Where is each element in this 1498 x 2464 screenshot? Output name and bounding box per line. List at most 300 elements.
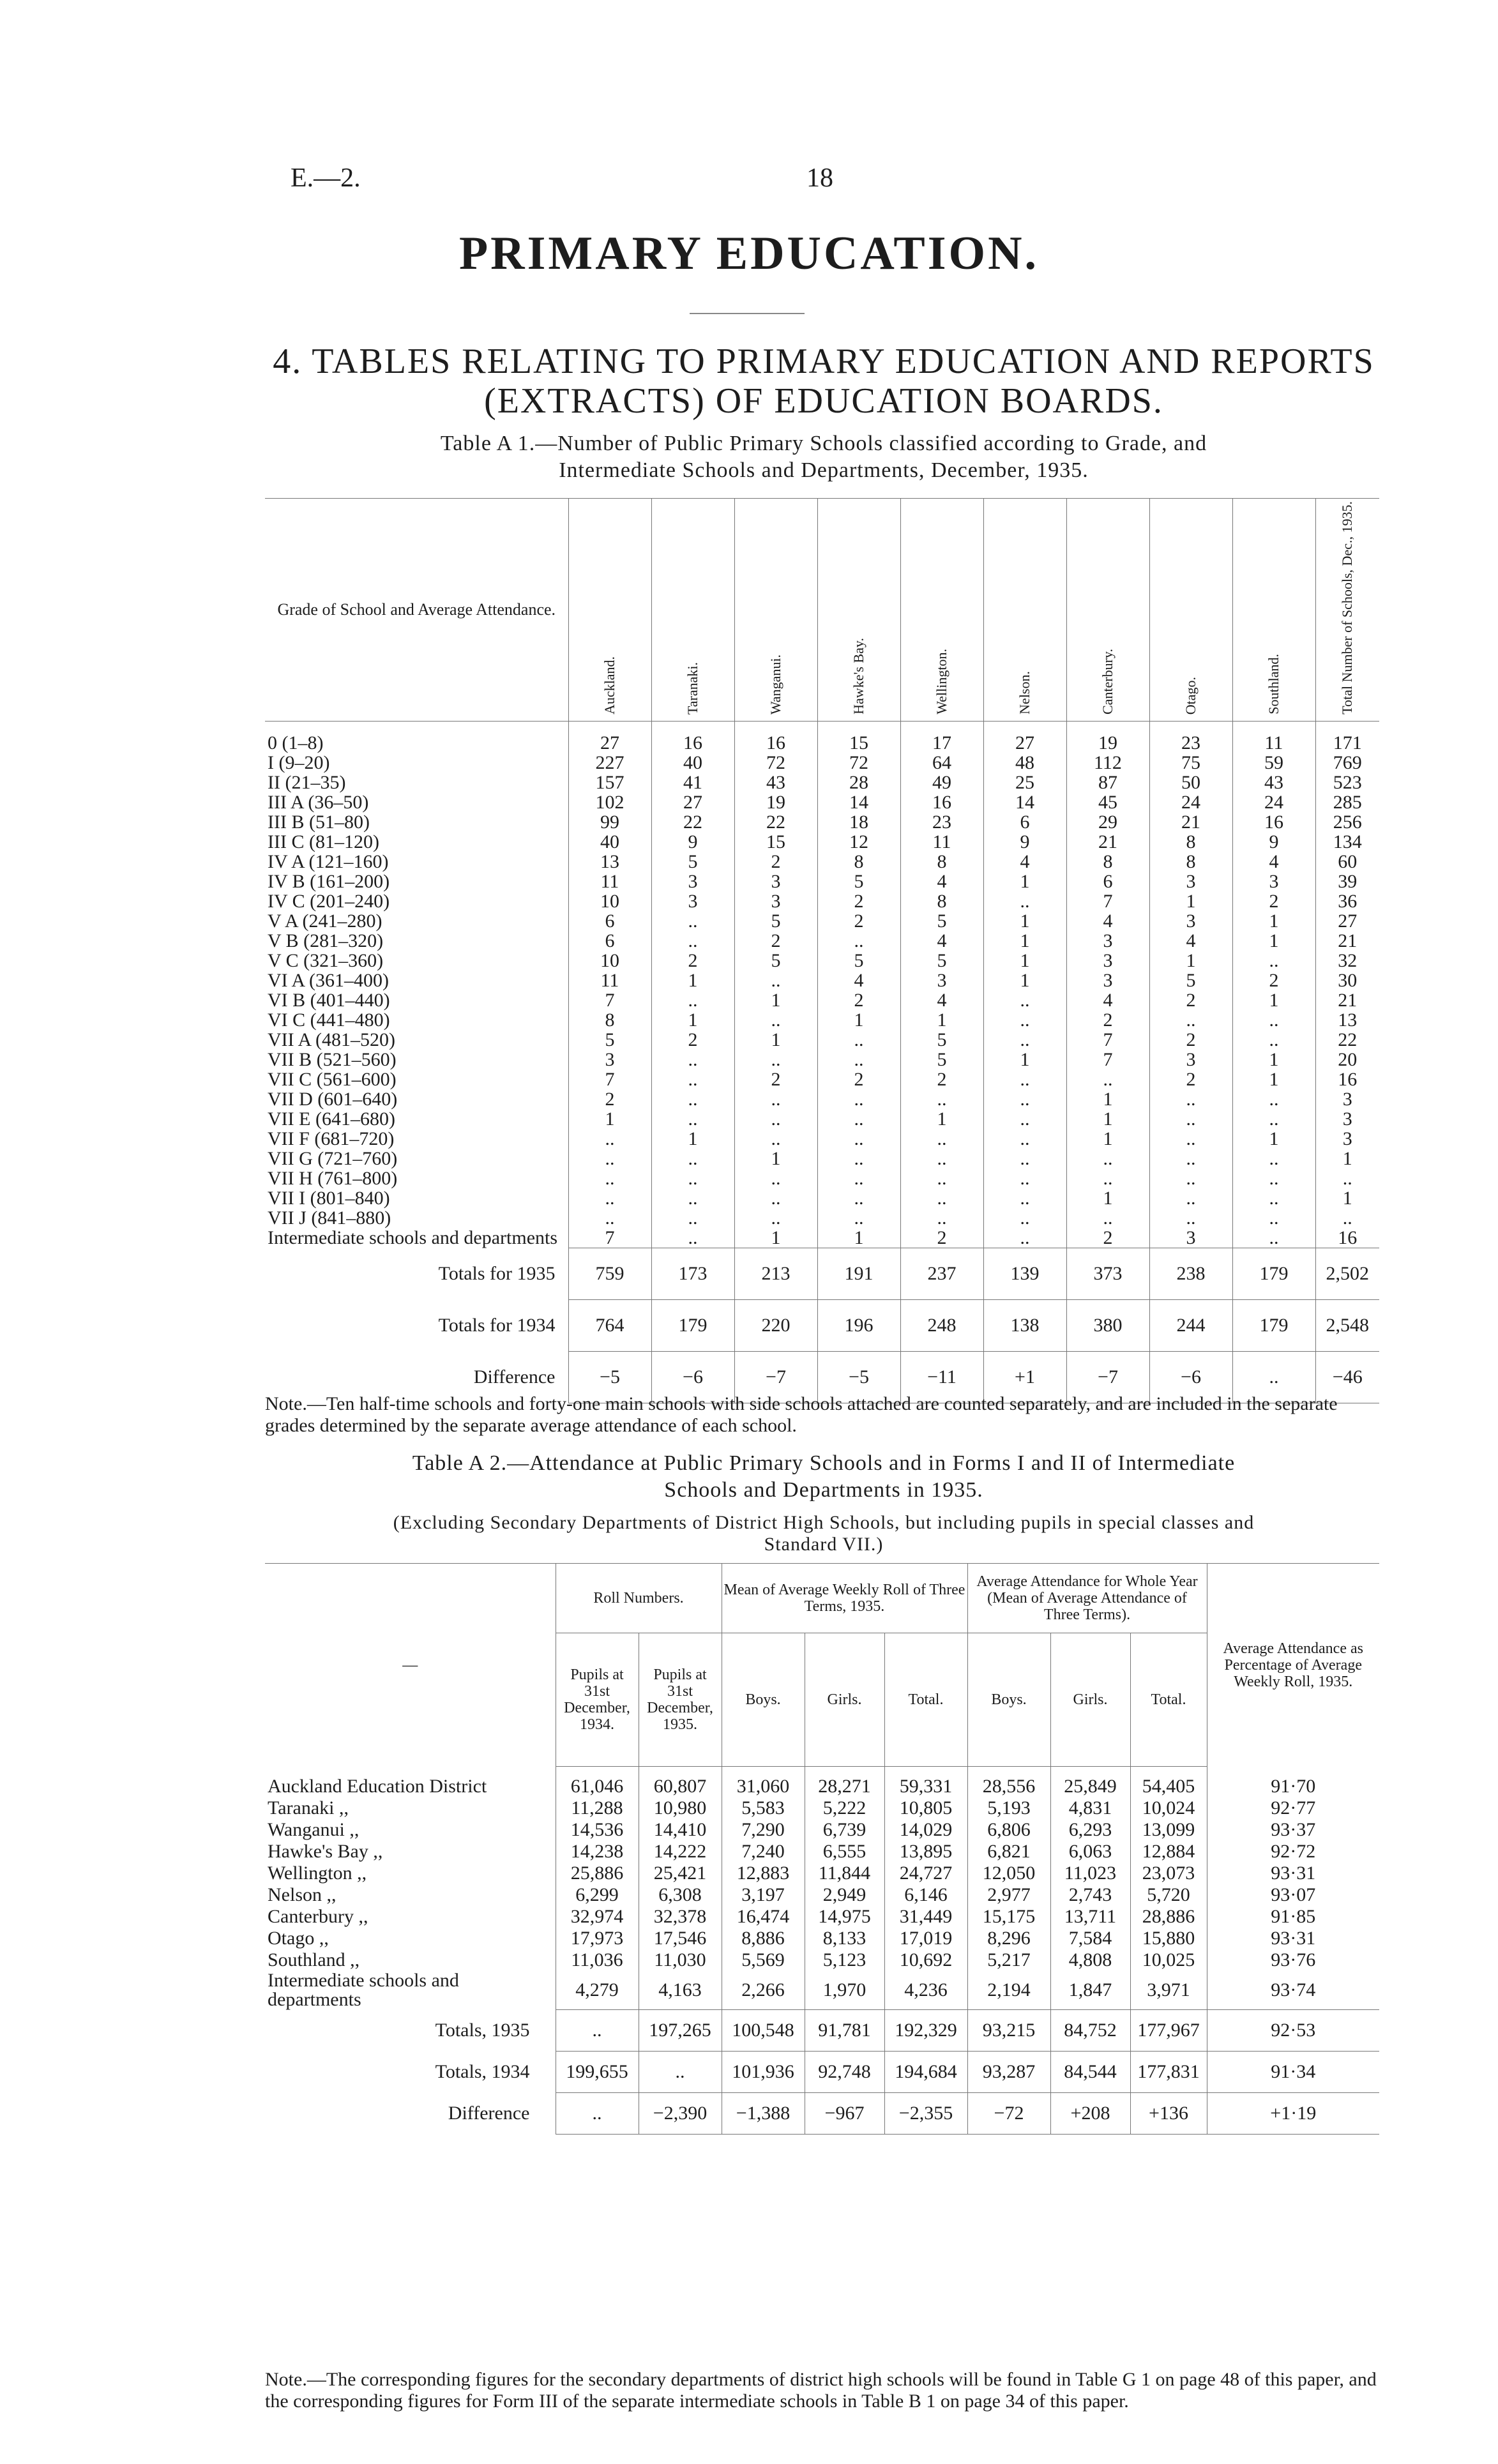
totals-cell: +1·19 [1207,2092,1379,2134]
table-row [265,1188,1379,1208]
table-cell: 3 [1315,1129,1379,1149]
grade-label: III A (36–50) [268,791,369,813]
table-cell: 4,808 [1050,1949,1130,1971]
totals-cell: 2,502 [1315,1248,1379,1299]
table-cell: 93·31 [1207,1928,1379,1949]
table-cell: 1 [1149,891,1232,911]
table-cell: 24 [1149,792,1232,812]
table-cell: 1 [1232,1050,1315,1069]
table-cell: .. [817,1149,900,1168]
table-cell: .. [568,1208,651,1228]
table-cell: .. [900,1129,983,1149]
totals-cell: .. [556,2009,639,2051]
table-cell: 91·85 [1207,1906,1379,1928]
table-cell: .. [1232,1109,1315,1129]
totals-cell: 91,781 [805,2009,884,2051]
table-cell: 1 [983,931,1066,951]
table-cell: 5 [817,872,900,891]
table-cell: 43 [734,773,817,792]
district-column-header: Southland. [1232,499,1315,722]
table-cell: 14,029 [884,1819,967,1841]
table-cell: 41 [651,773,734,792]
table-cell: .. [1066,1069,1149,1089]
table-cell: 21 [1315,990,1379,1010]
table-cell: 31,449 [884,1906,967,1928]
table-cell: 6,739 [805,1819,884,1841]
table-cell: 285 [1315,792,1379,812]
table-row [265,1010,1379,1030]
totals-cell: 199,655 [556,2051,639,2092]
table-cell: 16 [1315,1069,1379,1089]
page-title: PRIMARY EDUCATION. [458,227,1040,280]
table-cell: 8,133 [805,1928,884,1949]
grade-label: VII C (561–600) [268,1068,397,1090]
table-cell: 2 [734,852,817,872]
table-cell: 5 [651,852,734,872]
table-a1 [265,498,1379,1403]
table-cell: 11 [1232,721,1315,753]
table-cell: 92·72 [1207,1841,1379,1863]
table-cell: 9 [983,832,1066,852]
table-cell: 1,847 [1050,1971,1130,2009]
table-cell: .. [1149,1089,1232,1109]
grade-label: V B (281–320) [268,930,384,951]
table-cell: 2 [1066,1228,1149,1248]
grade-label: VII D (601–640) [268,1088,398,1110]
table-cell: 6 [568,911,651,931]
page-reference: E.—2. [291,163,361,193]
table-cell: 12,884 [1130,1841,1207,1863]
table-cell: 15 [734,832,817,852]
table-cell: 7 [568,990,651,1010]
totals-label: Difference [448,2102,530,2124]
table-cell: 5 [900,1030,983,1050]
table-cell: 2 [568,1089,651,1109]
table-cell: .. [900,1188,983,1208]
table-row [265,773,1379,792]
totals-cell: 173 [651,1248,734,1299]
table-cell: .. [983,1188,1066,1208]
table-cell: 7 [568,1228,651,1248]
table-cell: 5 [817,951,900,971]
table-cell: 2 [817,990,900,1010]
grade-label: VII J (841–880) [268,1207,391,1228]
attendance-percentage-header: Average Attendance as Percentage of Average Weekly Roll, 1935. [1207,1564,1379,1767]
table-cell: 6,806 [967,1819,1050,1841]
totals-cell: 100,548 [722,2009,805,2051]
table-cell: 6,063 [1050,1841,1130,1863]
table-cell: 14 [983,792,1066,812]
table-cell: 16 [734,721,817,753]
table-row [265,1819,1379,1841]
table-cell: 3 [651,872,734,891]
totals-cell: −5 [817,1351,900,1403]
table-cell: 16 [900,792,983,812]
table-cell: 11,030 [639,1949,722,1971]
grade-label: VI A (361–400) [268,969,389,991]
table-cell: 15,880 [1130,1928,1207,1949]
totals-label: Totals for 1934 [438,1314,556,1336]
table-cell: 157 [568,773,651,792]
totals-cell: 179 [651,1299,734,1351]
table-cell: 7,584 [1050,1928,1130,1949]
table-cell: 4 [817,971,900,990]
table-cell: 1,970 [805,1971,884,2009]
table-cell: 2 [734,1069,817,1089]
table-cell: 7 [568,1069,651,1089]
district-label: Nelson ,, [268,1884,337,1905]
table-cell: 134 [1315,832,1379,852]
sub-column-header: Pupils at 31st December, 1934. [556,1633,639,1767]
table-cell: 2 [651,1030,734,1050]
sub-column-header: Total. [884,1633,967,1767]
totals-cell: 759 [568,1248,651,1299]
table-cell: 2 [1149,1069,1232,1089]
table-a1-note: Note.—Ten half-time schools and forty-one main schools with side schools attached are counted separately, and are included in the separate grades determined by the separate average attendance of each school. [265,1393,1338,1436]
totals-cell: .. [639,2051,722,2092]
table-cell: .. [734,1208,817,1228]
table-cell: 3 [734,872,817,891]
table-cell: 3 [1149,1228,1232,1248]
totals-cell: 91·34 [1207,2051,1379,2092]
grade-label: VI C (441–480) [268,1009,390,1031]
table-cell: 8 [568,1010,651,1030]
table-cell: 4 [1066,911,1149,931]
table-cell: 14 [817,792,900,812]
table-cell: .. [1066,1168,1149,1188]
grade-label: IV C (201–240) [268,890,390,912]
table-cell: 8,886 [722,1928,805,1949]
table-row [265,990,1379,1010]
table-cell: 3 [1066,931,1149,951]
table-cell: 4,163 [639,1971,722,2009]
table-cell: 23,073 [1130,1863,1207,1884]
totals-cell: 764 [568,1299,651,1351]
table-cell: 9 [651,832,734,852]
table-cell: 7 [1066,1030,1149,1050]
table-cell: .. [983,1089,1066,1109]
table-cell: 10,805 [884,1797,967,1819]
table-cell: .. [983,1129,1066,1149]
totals-cell: 196 [817,1299,900,1351]
table-a1-caption-line1: Table A 1.—Number of Public Primary Schools classified according to Grade, and [440,432,1207,455]
table-cell: 3 [1066,971,1149,990]
table-cell: 20 [1315,1050,1379,1069]
totals-cell: 138 [983,1299,1066,1351]
table-cell: 2,266 [722,1971,805,2009]
table-cell: 15,175 [967,1906,1050,1928]
district-label: Southland ,, [268,1949,360,1970]
section-title: 4. TABLES RELATING TO PRIMARY EDUCATION AND REPORTS (EXTRACTS) OF EDUCATION BOARDS. [273,342,1375,421]
table-a1-caption-line2: Intermediate Schools and Departments, December, 1935. [559,458,1089,482]
table-cell: .. [1232,1089,1315,1109]
table-cell: .. [817,1188,900,1208]
table-cell: 1 [1232,911,1315,931]
totals-cell: 93,215 [967,2009,1050,2051]
table-cell: .. [734,1129,817,1149]
table-cell: 3 [1066,951,1149,971]
table-cell: .. [817,1208,900,1228]
table-cell: 13,099 [1130,1819,1207,1841]
table-cell: 4,831 [1050,1797,1130,1819]
table-cell: 1 [568,1109,651,1129]
table-a2 [265,1563,1379,2135]
table-cell: .. [651,990,734,1010]
table-cell: 2 [900,1228,983,1248]
totals-row [265,1299,1379,1351]
table-cell: .. [983,1030,1066,1050]
table-cell: 1 [651,1129,734,1149]
table-cell: .. [817,1109,900,1129]
totals-cell: 237 [900,1248,983,1299]
table-cell: 8 [1149,832,1232,852]
grade-label: II (21–35) [268,771,346,793]
roll-numbers-header: Roll Numbers. [556,1564,722,1633]
table-cell: 1 [1315,1188,1379,1208]
totals-cell: 192,329 [884,2009,967,2051]
table-cell: 31,060 [722,1767,805,1798]
table-cell: .. [651,1109,734,1129]
table-cell: 93·37 [1207,1819,1379,1841]
table-cell: 60 [1315,852,1379,872]
table-row [265,1863,1379,1884]
table-cell: .. [983,990,1066,1010]
table-cell: 12 [817,832,900,852]
table-cell: 2 [1066,1010,1149,1030]
table-cell: 256 [1315,812,1379,832]
table-cell: 11,844 [805,1863,884,1884]
table-row [265,1149,1379,1168]
table-cell: 93·31 [1207,1863,1379,1884]
totals-cell: −2,355 [884,2092,967,2134]
table-cell: 23 [900,812,983,832]
table-cell: 11 [900,832,983,852]
totals-cell: −967 [805,2092,884,2134]
table-cell: .. [983,1228,1066,1248]
totals-cell: +1 [983,1351,1066,1403]
table-cell: 1 [1066,1129,1149,1149]
table-a2-caption-line1: Table A 2.—Attendance at Public Primary Schools and in Forms I and II of Intermediate [412,1451,1236,1475]
table-a2-note: Note.—The corresponding figures for the secondary departments of district high schools will be found in Table G 1 on page 48 of this paper, and the corresponding figures for Form III of the separate intermediate schools in Table B 1 on page 34 of this paper. [265,2369,1377,2412]
table-cell: 10,024 [1130,1797,1207,1819]
table-cell: .. [1232,1010,1315,1030]
table-cell: 5 [1149,971,1232,990]
table-cell: .. [734,1188,817,1208]
table-cell: 24,727 [884,1863,967,1884]
table-row [265,1884,1379,1906]
table-cell: 1 [983,872,1066,891]
table-cell: .. [817,1050,900,1069]
district-header-dash: — [265,1564,556,1767]
totals-cell: 177,831 [1130,2051,1207,2092]
table-cell: 2 [651,951,734,971]
table-cell: 8 [900,852,983,872]
table-cell: .. [734,1109,817,1129]
table-cell: 5,123 [805,1949,884,1971]
table-row [265,951,1379,971]
table-cell: 6,299 [556,1884,639,1906]
table-cell: .. [900,1089,983,1109]
district-column-header: Wellington. [900,499,983,722]
totals-cell: 373 [1066,1248,1149,1299]
table-cell: .. [651,1069,734,1089]
totals-cell: .. [556,2092,639,2134]
table-cell: .. [817,931,900,951]
table-cell: .. [568,1168,651,1188]
totals-cell: −5 [568,1351,651,1403]
table-cell: 8 [817,852,900,872]
table-cell: .. [1232,1168,1315,1188]
table-cell: .. [983,1208,1066,1228]
table-cell: 3,197 [722,1884,805,1906]
table-cell: .. [1149,1208,1232,1228]
table-row [265,1109,1379,1129]
table-cell: 8 [1149,852,1232,872]
table-cell: 6,293 [1050,1819,1130,1841]
table-cell: 171 [1315,721,1379,753]
table-cell: 10,025 [1130,1949,1207,1971]
sub-column-header: Girls. [1050,1633,1130,1767]
table-row [265,812,1379,832]
table-cell: 7,290 [722,1819,805,1841]
table-cell: 14,536 [556,1819,639,1841]
totals-cell: 238 [1149,1248,1232,1299]
table-cell: 27 [983,721,1066,753]
table-cell: 15 [817,721,900,753]
grade-label: VI B (401–440) [268,989,390,1011]
table-cell: .. [983,1010,1066,1030]
table-cell: 93·76 [1207,1949,1379,1971]
table-cell: 22 [734,812,817,832]
table-cell: 29 [1066,812,1149,832]
table-cell: 4 [900,931,983,951]
table-cell: 5 [900,911,983,931]
totals-row [265,2092,1379,2134]
table-cell: 25,849 [1050,1767,1130,1798]
table-cell: 27 [568,721,651,753]
grade-label: VII A (481–520) [268,1029,395,1050]
table-row [265,1089,1379,1109]
table-row [265,971,1379,990]
grade-label: VII B (521–560) [268,1048,397,1070]
totals-cell: 244 [1149,1299,1232,1351]
totals-cell: 179 [1232,1299,1315,1351]
table-cell: 12,883 [722,1863,805,1884]
table-cell: 4 [983,852,1066,872]
table-row [265,753,1379,773]
table-cell: 4 [1232,852,1315,872]
totals-cell: 139 [983,1248,1066,1299]
table-cell: .. [1232,1149,1315,1168]
table-cell: .. [1232,1188,1315,1208]
table-cell: 32,974 [556,1906,639,1928]
district-column-header: Auckland. [568,499,651,722]
totals-cell: 191 [817,1248,900,1299]
table-cell: 4 [900,872,983,891]
table-row [265,1971,1379,2009]
table-cell: 1 [983,971,1066,990]
table-cell: 11 [568,872,651,891]
table-cell: 5 [900,1050,983,1069]
table-row [265,792,1379,812]
table-row [265,1949,1379,1971]
table-cell: .. [651,1089,734,1109]
table-cell: 10,980 [639,1797,722,1819]
totals-cell: 93,287 [967,2051,1050,2092]
table-cell: 2 [817,891,900,911]
table-cell: 3 [1149,872,1232,891]
table-cell: 2,194 [967,1971,1050,2009]
table-cell: 8 [900,891,983,911]
table-cell: 4,236 [884,1971,967,2009]
table-cell: 4 [1149,931,1232,951]
sub-column-header: Pupils at 31st December, 1935. [639,1633,722,1767]
table-cell: .. [734,971,817,990]
table-cell: .. [983,1069,1066,1089]
totals-cell: −2,390 [639,2092,722,2134]
table-cell: 64 [900,753,983,773]
table-cell: .. [983,1109,1066,1129]
totals-cell: 101,936 [722,2051,805,2092]
table-cell: 1 [983,911,1066,931]
table-cell: 10 [568,951,651,971]
table-cell: .. [651,1208,734,1228]
table-cell: .. [983,891,1066,911]
table-row [265,1906,1379,1928]
table-cell: 23 [1149,721,1232,753]
table-row [265,872,1379,891]
totals-cell: 220 [734,1299,817,1351]
table-cell: 11,288 [556,1797,639,1819]
table-cell: 99 [568,812,651,832]
table-cell: 2,743 [1050,1884,1130,1906]
table-cell: .. [817,1030,900,1050]
table-cell: .. [651,911,734,931]
table-row [265,1928,1379,1949]
table-cell: .. [734,1168,817,1188]
sub-column-header: Boys. [722,1633,805,1767]
table-cell: 4,279 [556,1971,639,2009]
table-cell: 3 [734,891,817,911]
table-cell: 6,146 [884,1884,967,1906]
table-cell: 8 [1066,852,1149,872]
grade-label: V C (321–360) [268,949,384,971]
table-cell: .. [734,1089,817,1109]
table-cell: .. [1149,1109,1232,1129]
table-cell: 2,977 [967,1884,1050,1906]
grade-label: VII F (681–720) [268,1128,395,1149]
grade-label: VII I (801–840) [268,1187,390,1209]
table-cell: 32,378 [639,1906,722,1928]
totals-cell: −72 [967,2092,1050,2134]
totals-label: Totals, 1935 [435,2019,530,2041]
table-cell: 1 [734,1149,817,1168]
table-cell: 1 [900,1010,983,1030]
table-row [265,1069,1379,1089]
table-cell: 1 [651,1010,734,1030]
table-cell: 1 [734,1030,817,1050]
table-cell: .. [817,1129,900,1149]
table-row [265,852,1379,872]
table-cell: .. [1149,1188,1232,1208]
table-cell: 5,217 [967,1949,1050,1971]
totals-cell: −7 [1066,1351,1149,1403]
table-cell: .. [1232,1208,1315,1228]
table-cell: 72 [817,753,900,773]
table-cell: 17,546 [639,1928,722,1949]
table-cell: 50 [1149,773,1232,792]
table-cell: 5,583 [722,1797,805,1819]
